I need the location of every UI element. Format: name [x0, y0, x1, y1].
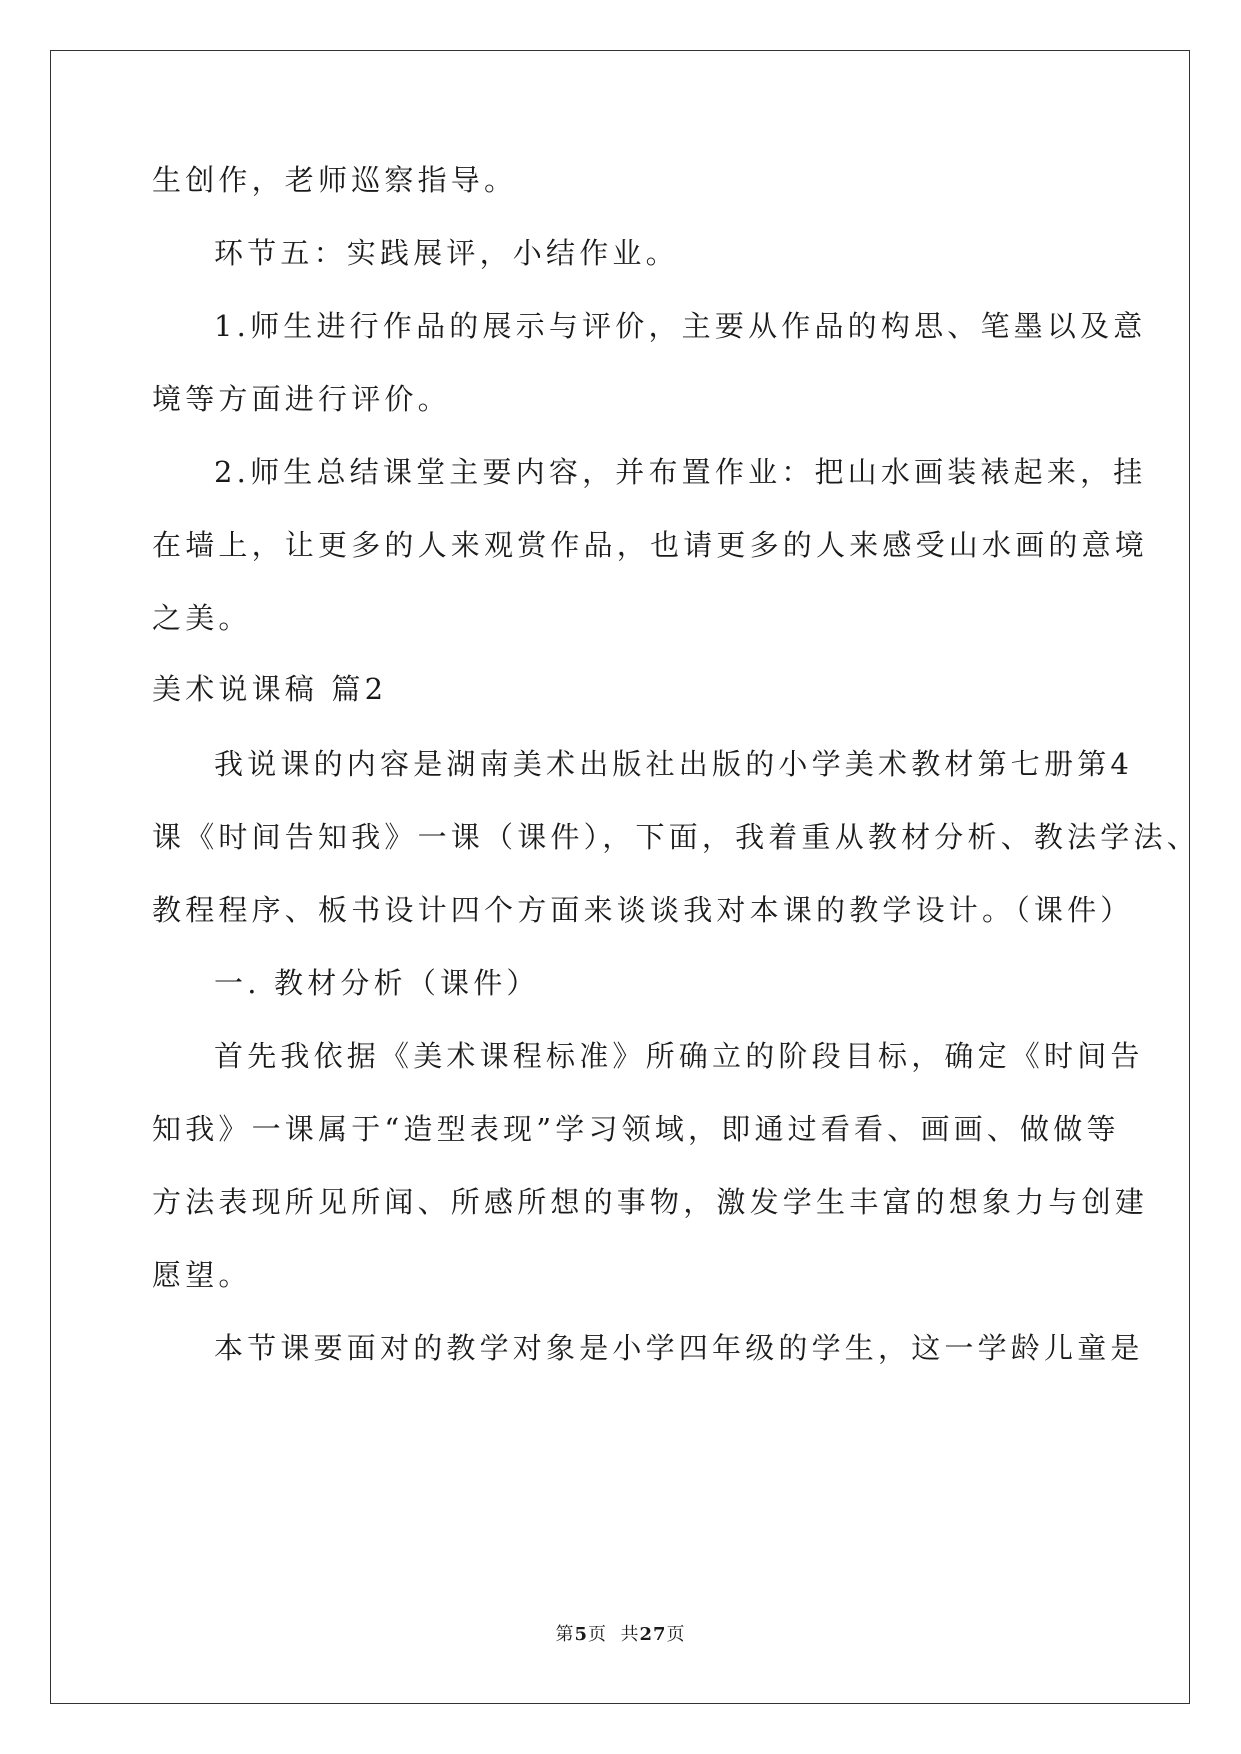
text-line: 2.师生总结课堂主要内容，并布置作业：把山水画装裱起来，挂	[214, 455, 1147, 489]
article-title: 美术说课稿 篇2	[152, 672, 388, 706]
text-line: 境等方面进行评价。	[152, 382, 451, 416]
text-line: 课《时间告知我》一课（课件），下面，我着重从教材分析、教法学法、	[152, 820, 1200, 854]
section-heading: 一. 教材分析（课件）	[214, 966, 540, 1000]
footer-middle: 页 共	[588, 1624, 640, 1645]
page-footer	[0, 1623, 1241, 1647]
footer-suffix: 页	[666, 1624, 686, 1645]
total-page-number: 27	[639, 1624, 667, 1645]
text-line: 之美。	[152, 601, 252, 635]
text-line: 教程程序、板书设计四个方面来谈谈我对本课的教学设计。（课件）	[152, 893, 1134, 927]
text-line: 我说课的内容是湖南美术出版社出版的小学美术教材第七册第4	[214, 747, 1134, 781]
section-heading: 环节五：实践展评，小结作业。	[214, 236, 679, 270]
text-line: 方法表现所见所闻、所感所想的事物，激发学生丰富的想象力与创建	[152, 1185, 1149, 1219]
text-line: 本节课要面对的教学对象是小学四年级的学生，这一学龄儿童是	[214, 1331, 1144, 1365]
text-line: 生创作，老师巡察指导。	[152, 163, 518, 197]
text-line: 知我》一课属于“造型表现”学习领域，即通过看看、画画、做做等	[152, 1112, 1120, 1146]
footer-prefix: 第	[555, 1624, 575, 1645]
current-page-number: 5	[574, 1624, 588, 1645]
page-border	[50, 50, 1190, 1704]
text-line: 首先我依据《美术课程标准》所确立的阶段目标，确定《时间告	[214, 1039, 1144, 1073]
text-line: 愿望。	[152, 1258, 252, 1292]
text-line: 在墙上，让更多的人来观赏作品，也请更多的人来感受山水画的意境	[152, 528, 1149, 562]
text-line: 1.师生进行作品的展示与评价，主要从作品的构思、笔墨以及意	[214, 309, 1147, 343]
